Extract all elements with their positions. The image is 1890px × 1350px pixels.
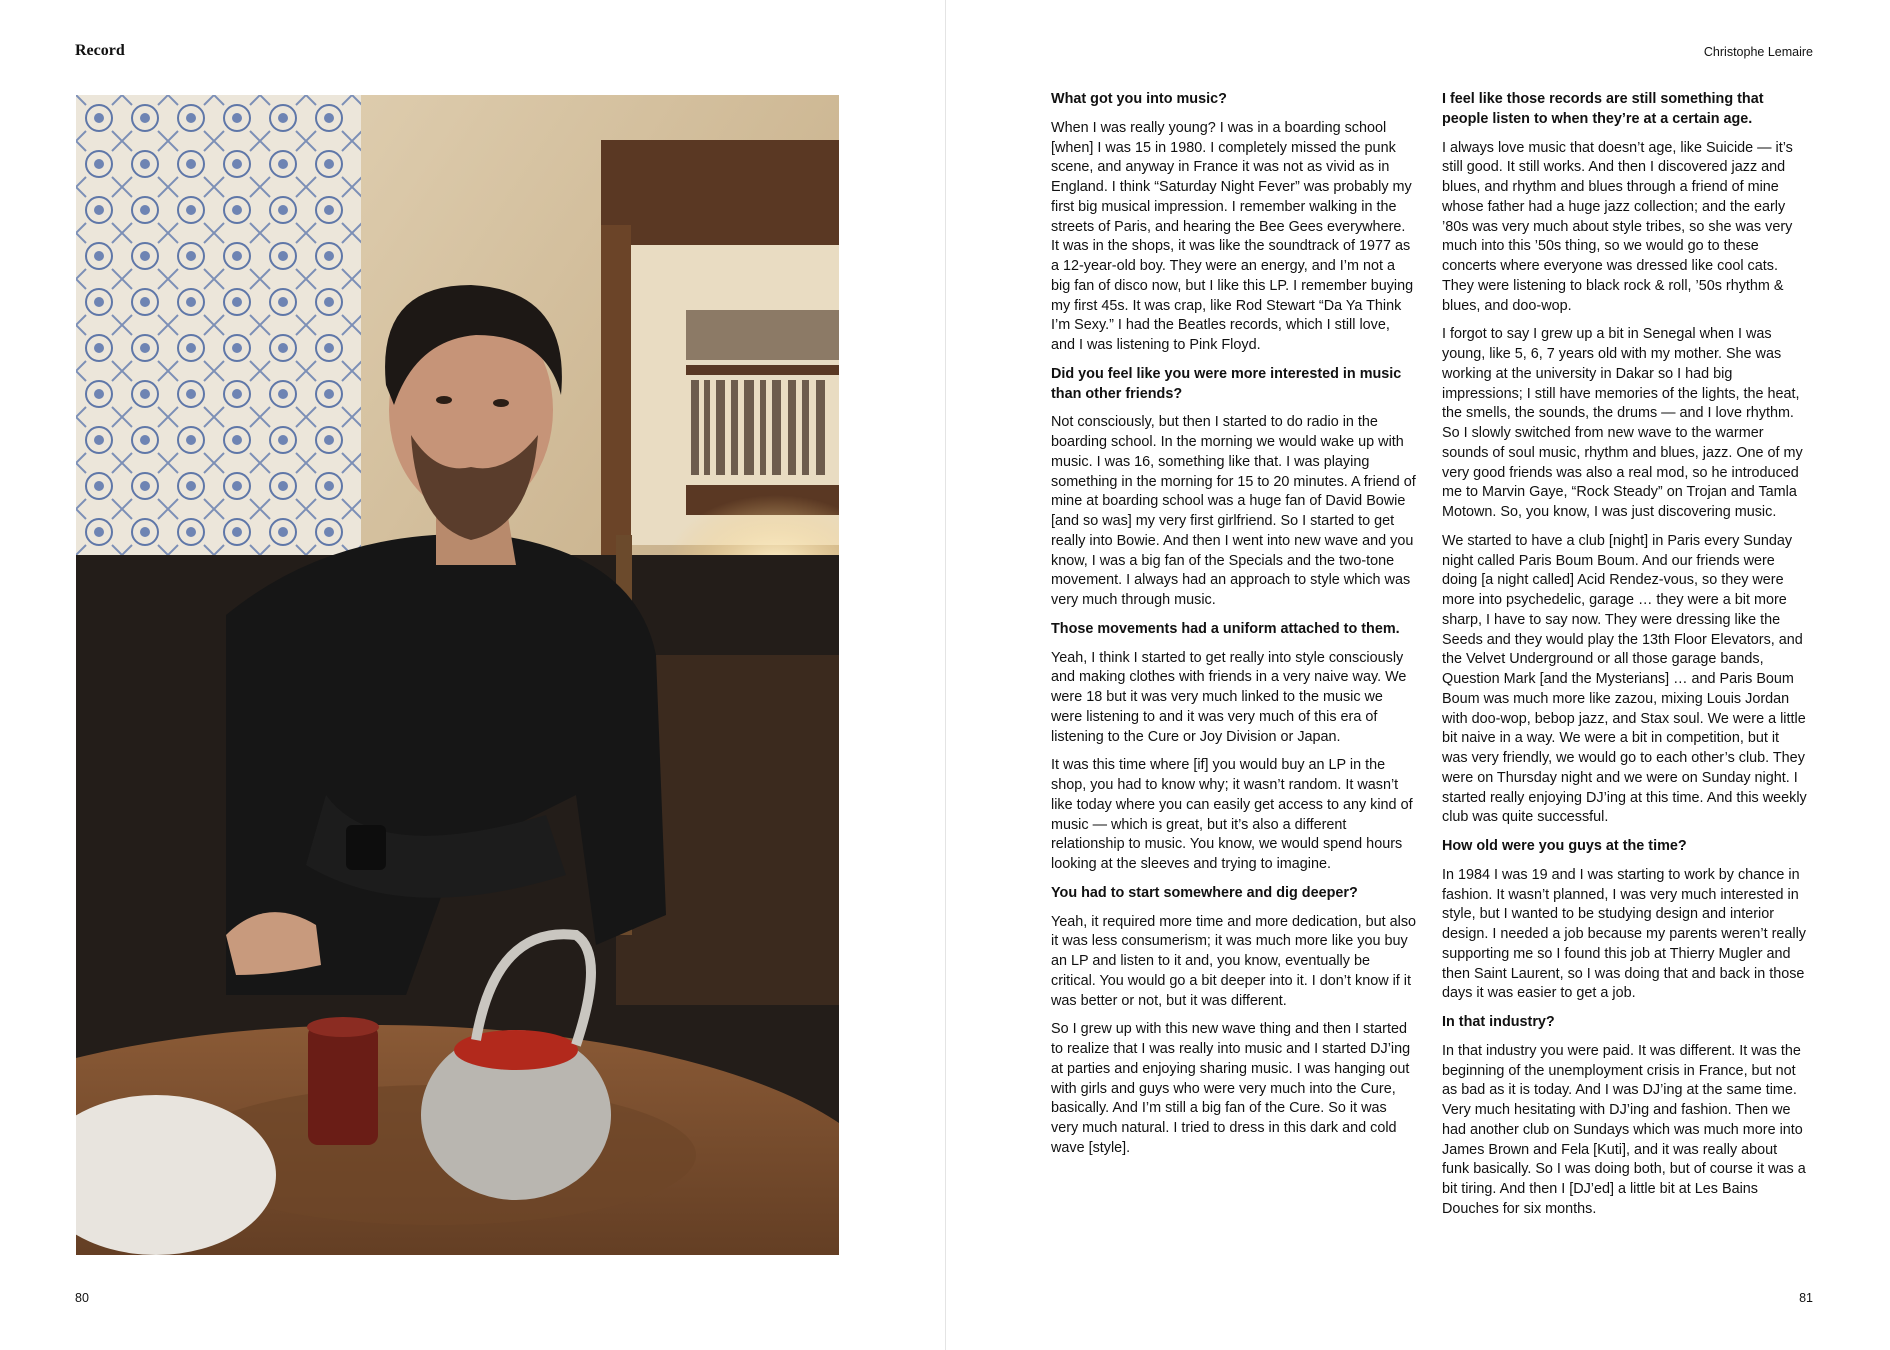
portrait-photo-illustration — [76, 95, 839, 1255]
interview-answer: We started to have a club [night] in Paris every Sunday night called Paris Boum Boum. And our friends were doing [a night called] Acid Rendez-vous, so they were more into psychedelic, garage … they were a bit more sharp, I have to say now. They were dressing like the Seeds and they would play the 13th Floor Elevators, and the Velvet Underground or all those garage bands, Question Mark [and the Mysterians] … and Paris Boum Boum was much more like zazou, mixing Louis Jordan with doo-wop, bebop jazz, and Stax soul. We were a little bit naive in a way. We were a bit in competition, but it was very friendly, we would go to each other’s club. They were on Thursday night and we were on Sunday night. I started really enjoying DJ’ing at this time. And this weekly club was quite successful. — [1442, 532, 1807, 826]
interview-question: Those movements had a uniform attached to them. — [1051, 620, 1400, 637]
interview-answer: So I grew up with this new wave thing and then I started to realize that I was really into music and I started DJ’ing at parties and enjoying sharing music. I was hanging out with girls and guys who were very much into the Cure, basically. And I’m still a big fan of the Cure. So it was very much natural. I tried to dress in this dark and cold wave [style]. — [1051, 1021, 1411, 1156]
interview-answer: In 1984 I was 19 and I was starting to work by chance in fashion. It wasn’t planned, I was very much interested in style, but I wanted to be studying design and interior design. I needed a job because my parents weren’t really supporting me so I found this job at Thierry Mugler and then Saint Laurent, so I was doing that and back in those days it was easier to get a job. — [1442, 866, 1806, 1002]
interview-question: Did you feel like you were more interested in music than other friends? — [1051, 365, 1402, 402]
interview-answer: In that industry you were paid. It was different. It was the beginning of the unemployment crisis in France, but not as bad as it is today. And I was DJ’ing at the same time. Very much hesitating with DJ’ing and fashion. Then we had another club on Sundays which was much more into James Brown and Fela [Kuti], and it was really about funk basically. So I was doing both, but of course it was a bit tiring. And then I [DJ’ed] a little bit at Les Bains Douches for six months. — [1442, 1042, 1806, 1217]
page-number-right: 81 — [1799, 1291, 1813, 1305]
interview-column-1 — [1051, 90, 1417, 1168]
interview-question: How old were you guys at the time? — [1442, 838, 1687, 854]
page-gutter — [945, 0, 946, 1350]
interview-answer: Not consciously, but then I started to do radio in the boarding school. In the morning we would wake up with music. I was 16, something like that. I was playing something in the morning for 15 to 20 minutes. A friend of mine at boarding school was a huge fan of David Bowie [and so was] my very first girlfriend. So I started to get really into Bowie. And then I went into new wave and you know, I was a big fan of the Specials and the two-tone movement. I always had an approach to style which was very much through music. — [1051, 414, 1416, 608]
interview-question: What got you into music? — [1051, 91, 1227, 107]
section-title: Record — [75, 42, 125, 59]
portrait-photo — [76, 95, 839, 1255]
interview-answer: I always love music that doesn’t age, like Suicide — it’s still good. It still works. And then I discovered jazz and blues, and rhythm and blues through a friend of mine whose father had a huge jazz collection; and the early ’80s was very much about style tribes, so she was very much into this ’50s thing, so we would go to these concerts where everyone was dressed like cool cats. They were listening to black rock & roll, ’50s rhythm & blues, and doo-wop. — [1442, 139, 1793, 314]
interview-answer: I forgot to say I grew up a bit in Senegal when I was young, like 5, 6, 7 years old with my mother. She was working at the university in Dakar so I had big impressions; I still have memories of the lights, the heat, the smells, the sounds, the drums — and I love rhythm. So I slowly switched from new wave to the warmer sounds of soul music, rhythm and blues, jazz. One of my very good friends was also a real mod, so he introduced me to Marvin Gaye, “Rock Steady” on Trojan and Tamla Motown. So, you know, I was just discovering music. — [1442, 326, 1803, 520]
interview-column-2 — [1442, 90, 1808, 1229]
interview-answer: Yeah, it required more time and more dedication, but also it was less consumerism; it was much more like you buy an LP and listen to it and, you know, eventually be critical. You would go a bit deeper into it. I don’t know if it was better or not, but it was different. — [1051, 913, 1417, 1009]
running-head: Christophe Lemaire — [1703, 45, 1813, 59]
page-number-left: 80 — [75, 1291, 89, 1305]
interview-answer: It was this time where [if] you would buy an LP in the shop, you had to know why; it wasn’t random. It wasn’t like today where you can easily get access to any kind of music — which is great, but it’s also a different relationship to music. You know, we would spend hours looking at the sleeves and trying to imagine. — [1051, 757, 1413, 872]
interview-question: I feel like those records are still something that people listen to when they’re at a certain age. — [1442, 91, 1764, 127]
interview-answer: Yeah, I think I started to get really into style consciously and making clothes with friends in a very naive way. We were 18 but it was very much linked to the music we were listening to and it was very much of this era of listening to the Cure or Joy Division or Japan. — [1051, 649, 1407, 745]
interview-question: You had to start somewhere and dig deeper? — [1051, 884, 1358, 901]
interview-question: In that industry? — [1442, 1014, 1555, 1030]
interview-answer: When I was really young? I was in a boarding school [when] I was 15 in 1980. I completely missed the punk scene, and anyway in France it was not as vivid as in England. I think “Saturday Night Fever” was probably my first big musical impression. I remember walking in the streets of Paris, and hearing the Bee Gees everywhere. It was in the shops, it was like the soundtrack of 1977 as a 12-year-old boy. They were an energy, and I’m not a big fan of disco now, but I like this LP. I remember buying my first 45s. It was crap, like Rod Stewart “Da Ya Think I’m Sexy.” I had the Beatles records, which I still love, and I was listening to Pink Floyd. — [1051, 119, 1414, 353]
